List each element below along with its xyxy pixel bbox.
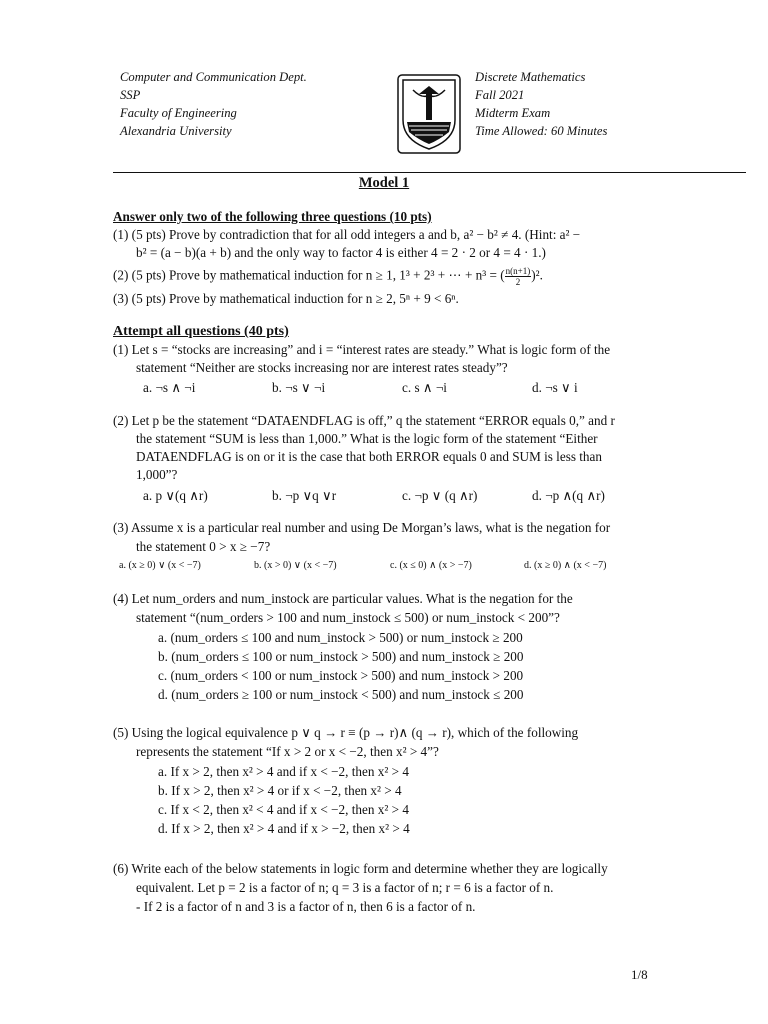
header-time: Time Allowed: 60 Minutes	[475, 124, 608, 138]
s2-q5-option-c: c. If x < 2, then x² < 4 and if x < −2, then x² > 4	[158, 802, 409, 817]
s2-q3-option-a: a. (x ≥ 0) ∨ (x < −7)	[119, 560, 201, 571]
s2-q2-option-b: b. ¬p ∨q ∨r	[272, 488, 337, 503]
s2-q2-line1: (2) Let p be the statement “DATAENDFLAG is off,” q the statement “ERROR equals 0,” and r	[113, 413, 615, 428]
s2-q2-option-c: c. ¬p ∨ (q ∧r)	[402, 488, 478, 503]
s1-q2-text: (2) (5 pts) Prove by mathematical induction for n ≥ 1, 1³ + 2³ + ⋯ + n³ = (	[113, 267, 505, 283]
s1-q2-denominator: 2	[515, 277, 521, 287]
s2-q5-option-d: d. If x > 2, then x² > 4 and if x > −2, then x² > 4	[158, 821, 410, 836]
s2-q6-bullet: - If 2 is a factor of n and 3 is a factor of n, then 6 is a factor of n.	[136, 899, 476, 914]
header-course: Discrete Mathematics	[475, 70, 586, 84]
s1-q3: (3) (5 pts) Prove by mathematical induction for n ≥ 2, 5ⁿ + 9 < 6ⁿ.	[113, 291, 459, 306]
s2-q2-line2: the statement “SUM is less than 1,000.” What is the logic form of the statement “Either	[136, 431, 598, 446]
s1-q2-numerator: n(n+1)	[505, 266, 531, 276]
s2-q3-line2: the statement 0 > x ≥ −7?	[136, 539, 271, 554]
s2-q4-option-c: c. (num_orders < 100 or num_instock > 500) and num_instock > 200	[158, 668, 524, 683]
header-term: Fall 2021	[475, 88, 525, 102]
s2-q4-option-d: d. (num_orders ≥ 100 or num_instock < 500) and num_instock ≤ 200	[158, 687, 524, 702]
s2-q4-line1: (4) Let num_orders and num_instock are particular values. What is the negation for the	[113, 591, 573, 606]
s1-q2-end: )².	[531, 267, 543, 283]
s2-q1-line1: (1) Let s = “stocks are increasing” and i = “interest rates are steady.” What is logic form of the	[113, 342, 611, 357]
s2-q5-line1: (5) Using the logical equivalence p ∨ q → r ≡ (p → r)∧ (q → r), which of the following	[113, 725, 579, 740]
s1-q2	[113, 266, 543, 287]
section2-heading: Attempt all questions (40 pts)	[113, 324, 289, 339]
s2-q6-line1: (6) Write each of the below statements in logic form and determine whether they are logically	[113, 861, 608, 876]
s2-q2-option-a: a. p ∨(q ∧r)	[143, 488, 208, 503]
header-faculty: Faculty of Engineering	[120, 106, 237, 120]
header-right	[475, 68, 607, 140]
s2-q1-option-b: b. ¬s ∨ ¬i	[272, 380, 326, 395]
header-university: Alexandria University	[120, 124, 232, 138]
s2-q1-option-c: c. s ∧ ¬i	[402, 380, 447, 395]
s2-q5-line2: represents the statement “If x > 2 or x < −2, then x² > 4”?	[136, 744, 439, 759]
s2-q3-option-d: d. (x ≥ 0) ∧ (x < −7)	[524, 560, 607, 571]
university-logo	[397, 74, 461, 158]
s2-q2-option-d: d. ¬p ∧(q ∧r)	[532, 488, 605, 503]
s2-q6-line2: equivalent. Let p = 2 is a factor of n; q = 3 is a factor of n; r = 6 is a factor of n.	[136, 880, 554, 895]
header-ssp: SSP	[120, 88, 141, 102]
s2-q1-option-d: d. ¬s ∨ i	[532, 380, 578, 395]
s1-q1-line1: (1) (5 pts) Prove by contradiction that for all odd integers a and b, a² − b² ≠ 4. (Hint: a² −	[113, 227, 581, 242]
s2-q4-option-b: b. (num_orders ≤ 100 or num_instock > 500) and num_instock ≥ 200	[158, 649, 524, 664]
page-number: 1/8	[631, 967, 648, 982]
s2-q1-line2: statement “Neither are stocks increasing nor are interest rates steady”?	[136, 360, 508, 375]
s2-q2-line3: DATAENDFLAG is on or it is the case that both ERROR equals 0 and SUM is less than	[136, 449, 602, 464]
model-title: Model 1	[358, 175, 410, 191]
s1-q1-line2: b² = (a − b)(a + b) and the only way to factor 4 is either 4 = 2 · 2 or 4 = 4 · 1.)	[136, 245, 546, 260]
s2-q1-option-a: a. ¬s ∧ ¬i	[143, 380, 196, 395]
s2-q3-option-b: b. (x > 0) ∨ (x < −7)	[254, 560, 337, 571]
s2-q2-line4: 1,000”?	[136, 467, 178, 482]
header-divider	[113, 172, 746, 173]
header-exam: Midterm Exam	[475, 106, 551, 120]
section1-heading: Answer only two of the following three questions (10 pts)	[113, 209, 432, 224]
header-left	[120, 68, 307, 140]
s2-q5-option-a: a. If x > 2, then x² > 4 and if x < −2, then x² > 4	[158, 764, 409, 779]
s2-q3-line1: (3) Assume x is a particular real number and using De Morgan’s laws, what is the negation for	[113, 520, 611, 535]
s2-q3-option-c: c. (x ≤ 0) ∧ (x > −7)	[390, 560, 472, 571]
s1-q2-fraction	[505, 266, 532, 287]
header-dept: Computer and Communication Dept.	[120, 70, 307, 84]
s2-q5-option-b: b. If x > 2, then x² > 4 or if x < −2, then x² > 4	[158, 783, 402, 798]
s2-q4-line2: statement “(num_orders > 100 and num_instock ≤ 500) or num_instock < 200”?	[136, 610, 560, 625]
s2-q4-option-a: a. (num_orders ≤ 100 and num_instock > 500) or num_instock ≥ 200	[158, 630, 523, 645]
